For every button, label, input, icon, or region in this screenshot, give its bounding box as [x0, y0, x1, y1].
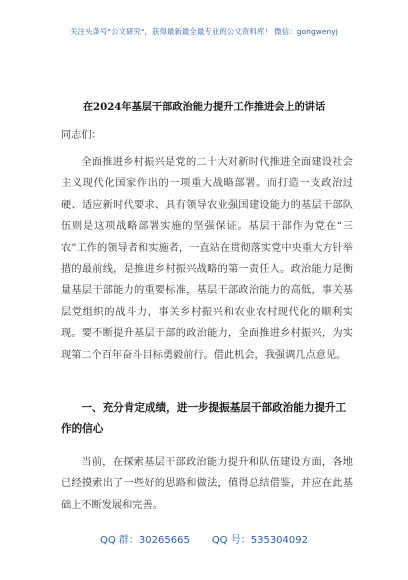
header-promo: 关注头条号"公文研究"，获得最新最全最专业的公文资料库！ 微信：gongwenyj — [70, 27, 338, 36]
footer-contact — [0, 531, 408, 546]
section-heading-1: 一、充分肯定成绩，进一步提振基层干部政治能力提升工作的信心 — [61, 402, 347, 435]
salutation: 同志们： — [61, 130, 102, 141]
body-paragraph-2: 当前，在探索基层干部政治能力提升和队伍建设方面，各地已经摸索出了一些好的思路和做法，值得总结借鉴，并应在此基础上不断发展和完善。 — [61, 457, 353, 511]
footer-qq-group: QQ 群：30265665 — [99, 535, 190, 546]
document-title: 在2024年基层干部政治能力提升工作推进会上的讲话 — [82, 101, 326, 113]
footer-qq-number: QQ 号：535304092 — [211, 535, 308, 546]
body-paragraph-1: 全面推进乡村振兴是党的二十大对新时代推进全面建设社会主义现代化国家作出的一项重大战略部署。而打造一支政治过硬、适应新时代要求、具有领导农业强国建设能力的基层干部队伍则是这项战略部署实施的坚强保证。基层干部作为党在“三农”工作的领导者和实施者，一直站在贯彻落实党中央重大方针举措的最前线，是推进乡村振兴战略的第一责任人。政治能力是衡量基层干部能力的重要标准，基层干部政治能力的高低，事关基层党组织的战斗力，事关乡村振兴和农业农村现代化的顺利实现。要不断提升基层干部的政治能力，全面推进乡村振兴，为实现第二个百年奋斗目标勇毅前行。借此机会，我强调几点意见。 — [61, 157, 353, 361]
